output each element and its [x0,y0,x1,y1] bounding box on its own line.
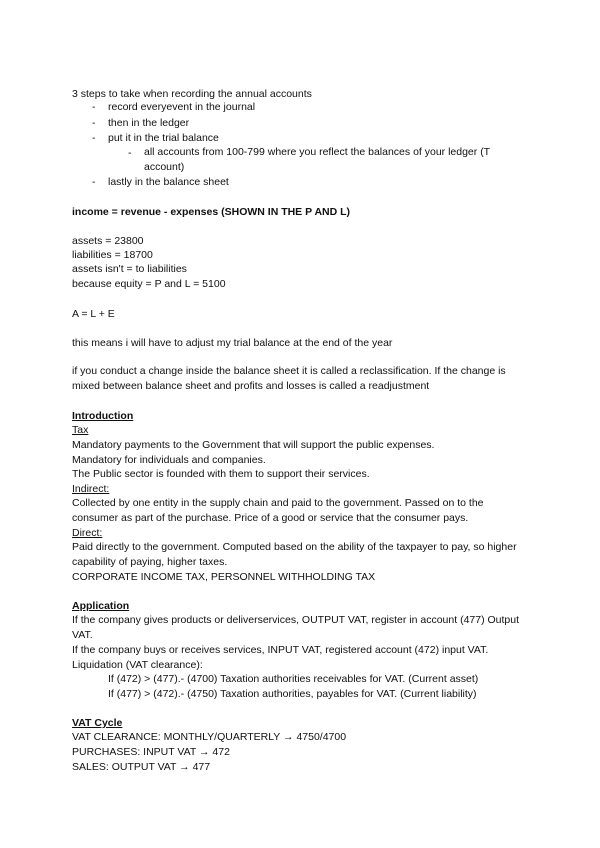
vat-cycle-line: PURCHASES: INPUT VAT → 472 [72,746,230,758]
balance-line: assets = 23800 [72,235,144,247]
adjust-note: this means i will have to adjust my trial balance at the end of the year [72,337,393,349]
accounting-equation: A = L + E [72,308,115,320]
vat-cycle-heading: VAT Cycle [72,717,123,729]
input-vat-text: If the company buys or receives services, INPUT VAT, registered account (472) input VAT. [72,644,489,656]
liquidation-rule: If (472) > (477).- (4700) Taxation authorities receivables for VAT. (Current asset) [108,673,479,685]
vat-cycle-line: SALES: OUTPUT VAT → 477 [72,761,211,773]
reclass-note: if you conduct a change inside the balance sheet it is called a reclassification. If the change is mixed between balance sheet and profits and losses is called a readjustment [72,365,506,392]
liquidation-rule: If (477) > (472).- (4750) Taxation authorities, payables for VAT. (Current liability) [108,688,477,700]
list-item: lastly in the balance sheet [108,176,229,188]
list-dash: - [92,176,96,188]
tax-label: Tax [72,424,89,436]
liquidation-label: Liquidation (VAT clearance): [72,659,203,671]
list-item: put it in the trial balance [108,132,219,144]
direct-examples: CORPORATE INCOME TAX, PERSONNEL WITHHOLDING TAX [72,571,376,583]
list-item: then in the ledger [108,117,190,129]
balance-line: because equity = P and L = 5100 [72,278,226,290]
tax-line: Mandatory payments to the Government that will support the public expenses. [72,439,435,451]
direct-label: Direct: [72,527,103,539]
list-item: record everyevent in the journal [108,101,256,113]
list-subitem: all accounts from 100-799 where you reflect the balances of your ledger (T account) [144,146,490,173]
tax-line: Mandatory for individuals and companies. [72,454,266,466]
balance-line: liabilities = 18700 [72,249,153,261]
direct-text: Paid directly to the government. Computed based on the ability of the taxpayer to pay, so higher capability of paying, higher taxes. [72,541,517,568]
list-dash: - [92,101,96,113]
steps-intro: 3 steps to take when recording the annual accounts [72,88,312,100]
indirect-text: Collected by one entity in the supply chain and paid to the government. Passed on to the consumer as part of the purchase. Price of a good or service that the consumer pays. [72,497,484,524]
income-formula: income = revenue - expenses (SHOWN IN THE P AND L) [72,206,351,218]
application-heading: Application [72,600,130,612]
output-vat-text: If the company gives products or deliverservices, OUTPUT VAT, register in account (477) Output VAT. [72,614,520,641]
tax-line: The Public sector is founded with them to support their services. [72,468,370,480]
balance-line: assets isn't = to liabilities [72,263,187,275]
introduction-heading: Introduction [72,410,134,422]
indirect-label: Indirect: [72,483,110,495]
list-dash: - [92,117,96,129]
list-dash: - [92,132,96,144]
vat-cycle-line: VAT CLEARANCE: MONTHLY/QUARTERLY → 4750/4700 [72,731,347,743]
list-dash: - [128,147,132,159]
